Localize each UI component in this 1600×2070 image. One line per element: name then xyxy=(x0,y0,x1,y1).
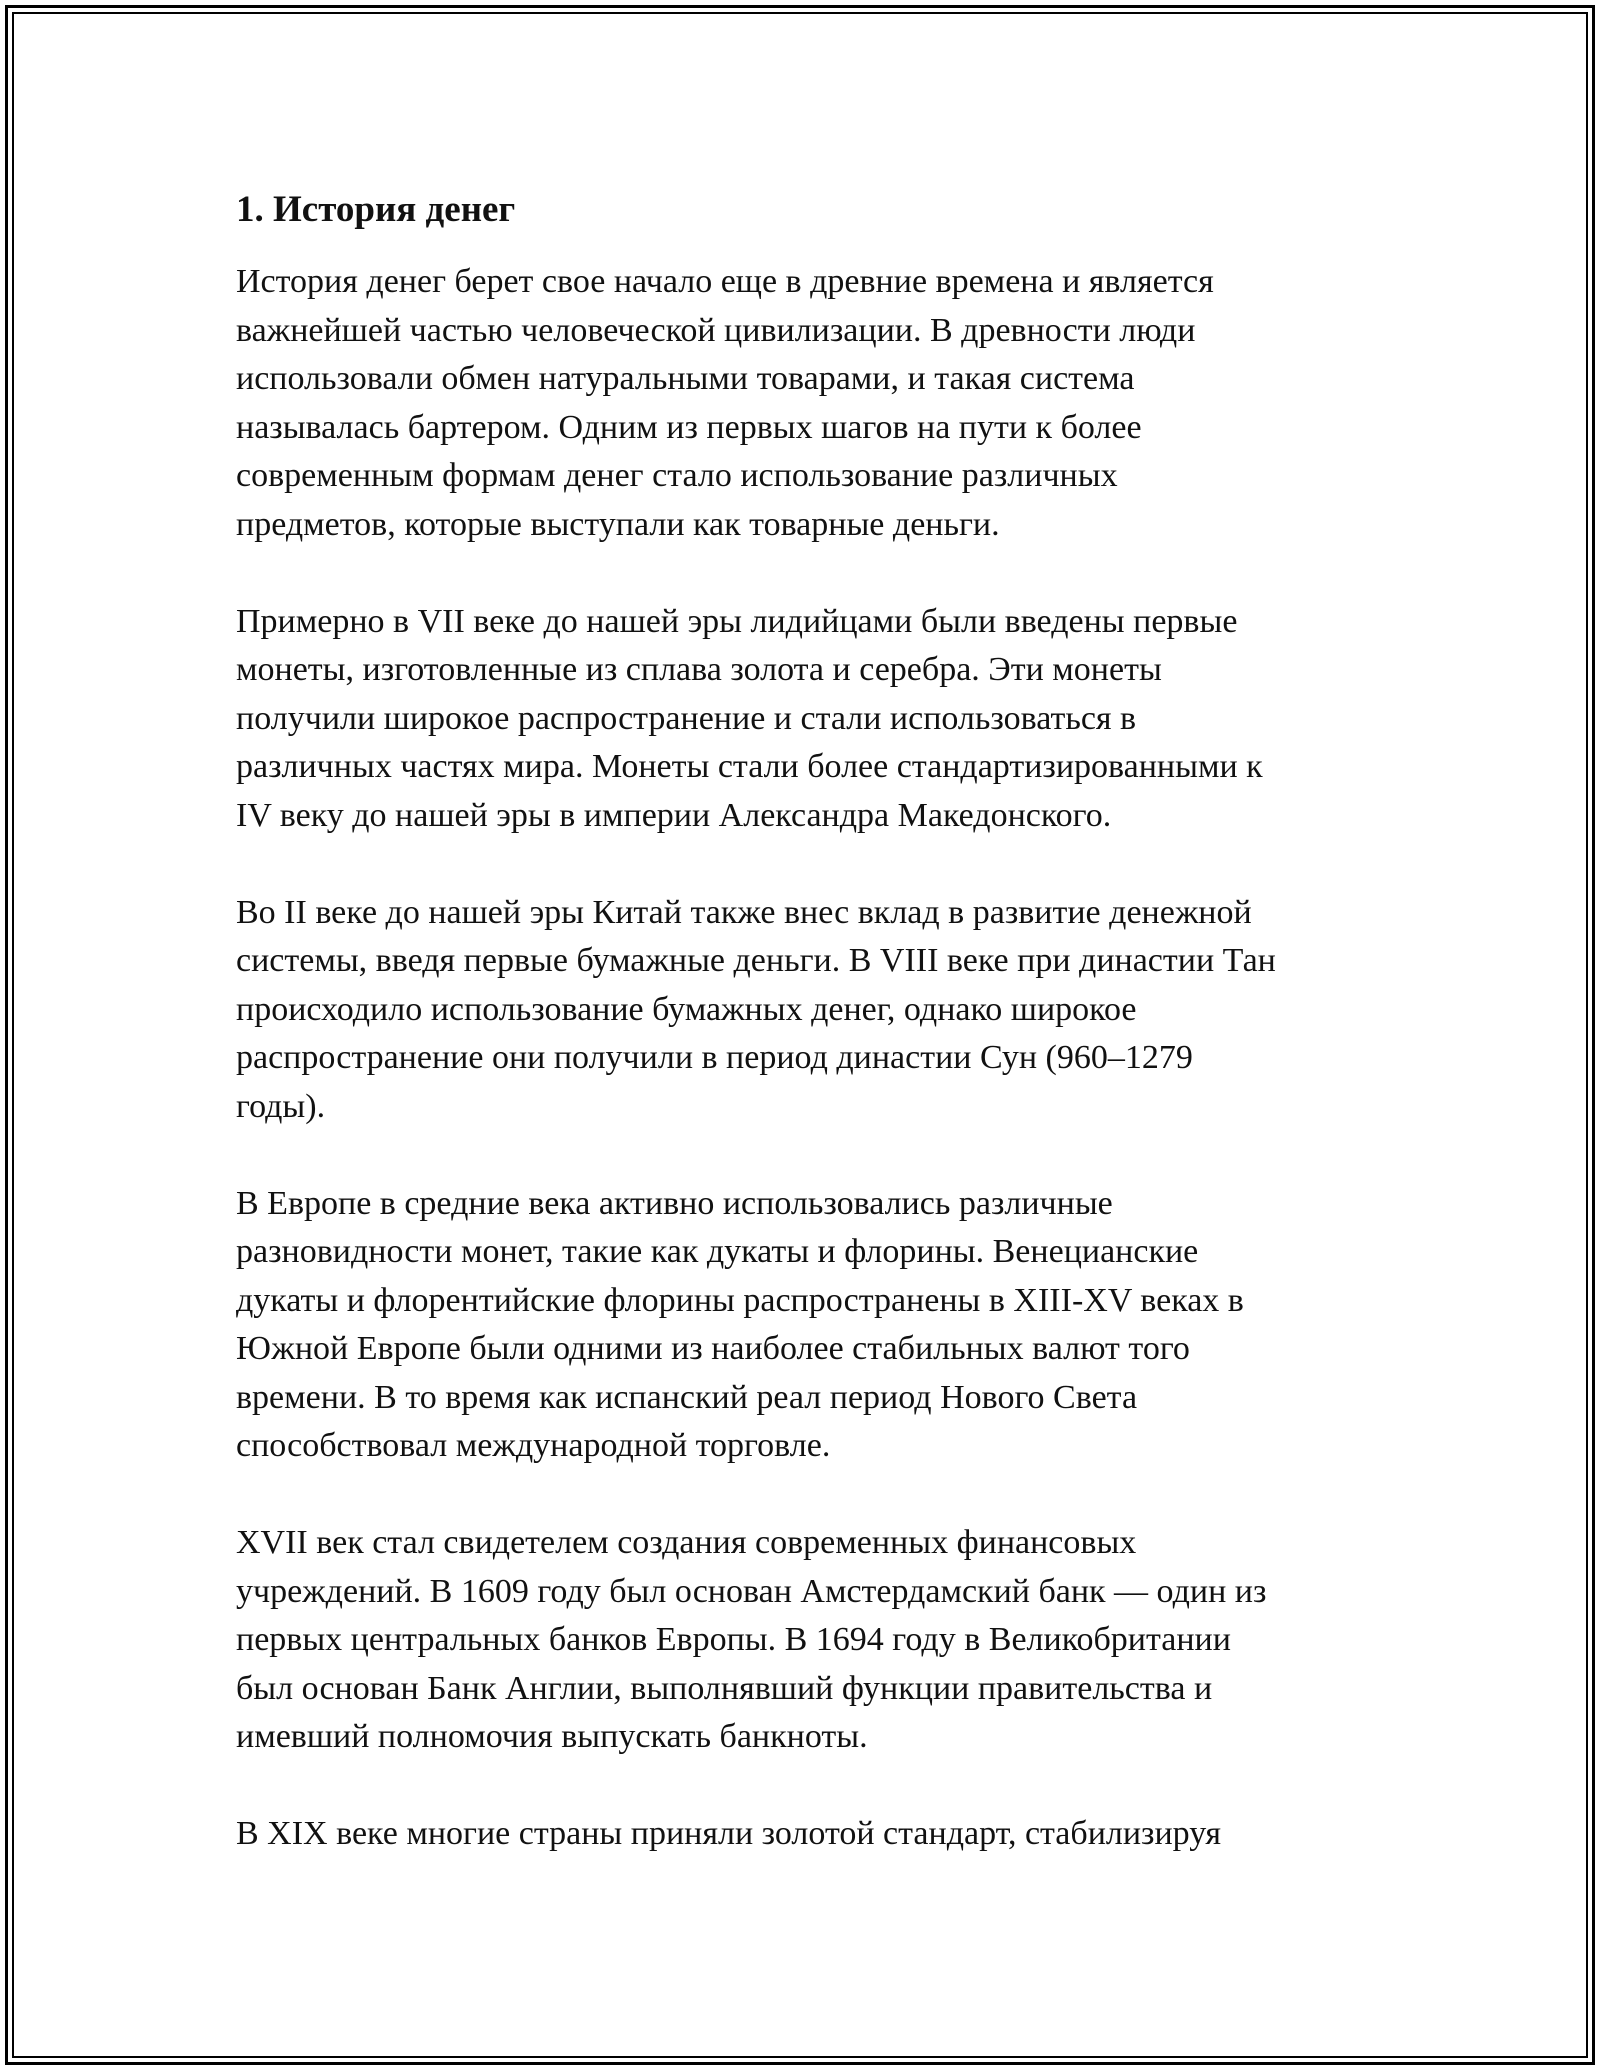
text-line: различных частях мира. Монеты стали более стандартизированными к xyxy=(236,748,1263,785)
text-line: распространение они получили в период династии Сун (960–1279 xyxy=(236,1039,1193,1076)
paragraph-3 xyxy=(236,889,1396,1132)
text-line: называлась бартером. Одним из первых шагов на пути к более xyxy=(236,408,1142,446)
document-heading: 1. История денег xyxy=(236,189,516,230)
paragraph-6 xyxy=(236,1810,1396,1859)
paragraph-4 xyxy=(236,1180,1396,1471)
text-line: XVII век стал свидетелем создания современных финансовых xyxy=(236,1524,1137,1561)
text-line: IV веку до нашей эры в империи Александра Македонского. xyxy=(236,796,1112,834)
text-line: дукаты и флорентийские флорины распространены в XIII-XV веках в xyxy=(236,1281,1244,1319)
paragraph-1 xyxy=(236,258,1396,549)
text-line: имевший полномочия выпускать банкноты. xyxy=(236,1718,868,1755)
text-line: Примерно в VII веке до нашей эры лидийцами были введены первые xyxy=(236,602,1238,640)
text-line: современным формам денег стало использование различных xyxy=(236,457,1118,494)
paragraph-2 xyxy=(236,598,1396,841)
text-line: учреждений. В 1609 году был основан Амстердамский банк — один из xyxy=(236,1572,1267,1610)
text-line: История денег берет свое начало еще в древние времена и является xyxy=(236,263,1214,300)
text-line: Во II веке до нашей эры Китай также внес вклад в развитие денежной xyxy=(236,893,1252,931)
text-line: В XIX веке многие страны приняли золотой стандарт, стабилизируя xyxy=(236,1815,1222,1852)
paragraph-5 xyxy=(236,1519,1396,1762)
text-line: важнейшей частью человеческой цивилизации. В древности люди xyxy=(236,311,1196,349)
text-line: разновидности монет, такие как дукаты и флорины. Венецианские xyxy=(236,1233,1199,1270)
text-line: предметов, которые выступали как товарные деньги. xyxy=(236,505,1000,543)
text-line: получили широкое распространение и стали использоваться в xyxy=(236,699,1137,737)
text-line: Южной Европе были одними из наиболее стабильных валют того xyxy=(236,1330,1190,1367)
text-line: первых центральных банков Европы. В 1694 году в Великобритании xyxy=(236,1621,1231,1658)
text-line: времени. В то время как испанский реал период Нового Света xyxy=(236,1378,1138,1416)
text-line: системы, введя первые бумажные деньги. В VIII веке при династии Тан xyxy=(236,942,1276,979)
document-body xyxy=(236,184,1396,1907)
text-line: способствовал международной торговле. xyxy=(236,1427,831,1464)
text-line: монеты, изготовленные из сплава золота и серебра. Эти монеты xyxy=(236,651,1162,688)
text-line: использовали обмен натуральными товарами, и такая система xyxy=(236,360,1135,397)
text-line: происходило использование бумажных денег, однако широкое xyxy=(236,990,1137,1028)
text-line: был основан Банк Англии, выполнявший функции правительства и xyxy=(236,1669,1213,1707)
text-line: В Европе в средние века активно использовались различные xyxy=(236,1184,1113,1222)
text-line: годы). xyxy=(236,1087,326,1125)
